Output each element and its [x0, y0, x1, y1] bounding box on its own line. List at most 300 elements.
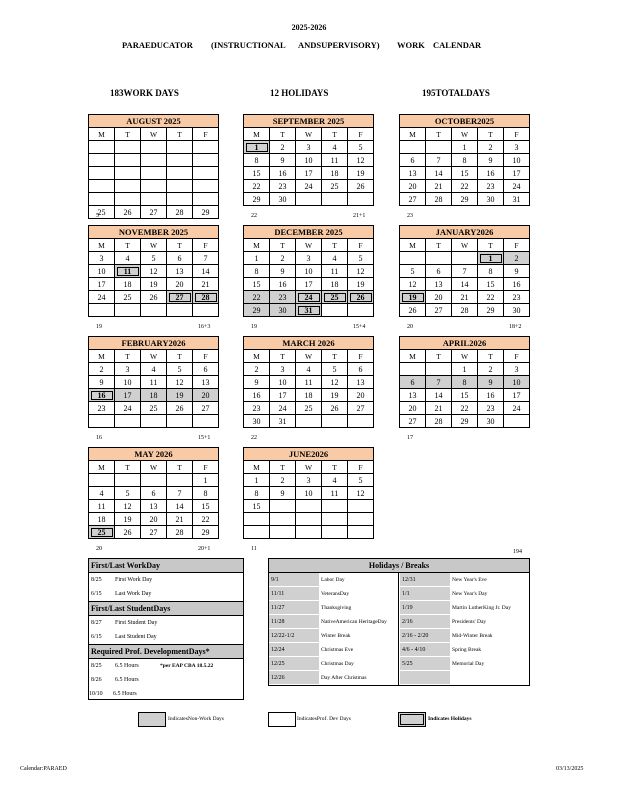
holiday-date: 1/19	[400, 601, 450, 615]
day-cell: 22	[244, 180, 270, 193]
month-title: MAY 2026	[89, 448, 219, 461]
month-calendar	[243, 336, 374, 428]
day-cell: 13	[141, 500, 167, 513]
day-cell: 18	[89, 513, 115, 526]
day-cell	[296, 526, 322, 539]
day-cell: 8	[193, 487, 219, 500]
grand-total: 194	[513, 549, 522, 555]
day-cell: 21	[452, 291, 478, 304]
day-cell	[270, 513, 296, 526]
day-cell: 11	[322, 265, 348, 278]
holiday-date: 12/26	[269, 671, 319, 685]
day-cell: 6	[193, 363, 219, 376]
weekday-header: M	[89, 461, 115, 474]
day-cell	[141, 415, 167, 428]
day-cell: 24	[504, 402, 530, 415]
footer-date: 03/13/2025	[556, 766, 584, 772]
day-cell: 30	[478, 415, 504, 428]
day-cell	[115, 474, 141, 487]
day-cell	[115, 141, 141, 154]
holiday-name: Day After Christmas	[321, 675, 367, 681]
day-cell	[348, 500, 374, 513]
weekday-header: T	[167, 350, 193, 363]
day-cell	[322, 415, 348, 428]
day-cell: 7	[193, 252, 219, 265]
day-cell: 2	[270, 474, 296, 487]
month-calendar	[243, 114, 374, 206]
day-cell: 23	[270, 291, 296, 304]
month-title: NOVEMBER 2025	[89, 226, 219, 239]
day-cell: 4	[141, 363, 167, 376]
day-cell	[193, 415, 219, 428]
list-item: 8/26 6.5 Hours	[91, 677, 139, 683]
day-cell	[244, 526, 270, 539]
day-cell: 12	[348, 154, 374, 167]
day-cell: 11	[296, 376, 322, 389]
month-title: DECEMBER 2025	[244, 226, 374, 239]
weekday-header: M	[244, 239, 270, 252]
profdev-swatch	[268, 712, 296, 727]
day-cell: 3	[296, 141, 322, 154]
day-cell: 28	[426, 193, 452, 206]
column-divider	[398, 573, 399, 685]
holiday-name	[452, 671, 530, 685]
holiday-date: 1/1	[400, 587, 450, 601]
day-cell	[167, 193, 193, 206]
weekday-header: M	[244, 128, 270, 141]
prof-dev-title: Required Prof. DevelopmentDays*	[89, 645, 243, 659]
weekday-header: F	[504, 239, 530, 252]
day-cell: 3	[89, 252, 115, 265]
day-cell: 19	[400, 291, 426, 304]
day-cell: 16	[504, 278, 530, 291]
day-cell: 3	[296, 252, 322, 265]
workday-count: 16	[96, 435, 102, 441]
weekday-header: T	[426, 239, 452, 252]
holiday-name: Memorial Day	[452, 661, 485, 667]
day-cell: 1	[244, 474, 270, 487]
day-cell	[452, 252, 478, 265]
day-cell: 16	[89, 389, 115, 402]
title-work: WORK	[397, 40, 425, 50]
day-cell: 20	[193, 389, 219, 402]
day-cell: 26	[167, 402, 193, 415]
day-cell	[167, 415, 193, 428]
workday-count: 22	[251, 213, 257, 219]
day-cell: 29	[244, 193, 270, 206]
day-cell	[193, 154, 219, 167]
day-cell: 11	[89, 500, 115, 513]
weekday-header: T	[478, 239, 504, 252]
day-cell	[322, 193, 348, 206]
day-cell	[89, 415, 115, 428]
workday-breakdown: 18+2	[509, 324, 522, 330]
weekday-header: M	[89, 128, 115, 141]
day-cell: 13	[400, 389, 426, 402]
day-cell: 8	[452, 154, 478, 167]
day-cell: 17	[270, 389, 296, 402]
day-cell: 9	[89, 376, 115, 389]
holidays-breaks-panel	[268, 558, 530, 686]
weekday-header: T	[426, 350, 452, 363]
month-title: APRIL2026	[400, 337, 530, 350]
day-cell: 30	[270, 193, 296, 206]
day-cell	[270, 526, 296, 539]
day-cell: 2	[504, 252, 530, 265]
day-cell: 1	[244, 141, 270, 154]
weekday-header: M	[400, 239, 426, 252]
weekday-header: T	[167, 239, 193, 252]
month-title: AUGUST 2025	[89, 115, 219, 128]
day-cell: 5	[348, 252, 374, 265]
workday-breakdown: 16+3	[198, 324, 211, 330]
day-cell: 12	[322, 376, 348, 389]
holiday-name: New Year's Eve	[452, 577, 487, 583]
title-instructional: (INSTRUCTIONAL	[211, 40, 286, 50]
total-days-summary: 195TOTALDAYS	[422, 88, 490, 98]
list-item: 10/10 6.5 Hours	[89, 691, 137, 697]
day-cell: 5	[115, 487, 141, 500]
day-cell: 7	[426, 376, 452, 389]
month-title: JANUARY2026	[400, 226, 530, 239]
day-cell	[89, 474, 115, 487]
day-cell: 25	[115, 291, 141, 304]
weekday-header: F	[193, 350, 219, 363]
day-cell	[348, 304, 374, 317]
day-cell: 24	[296, 180, 322, 193]
weekday-header: T	[322, 239, 348, 252]
weekday-header: W	[452, 239, 478, 252]
legend-holidays: Indicates Holidays	[428, 716, 472, 722]
holidays-summary: 12 HOLIDAYS	[270, 88, 329, 98]
day-cell: 13	[348, 376, 374, 389]
day-cell: 22	[244, 291, 270, 304]
holiday-name: Christmas Eve	[321, 647, 354, 653]
day-cell: 24	[115, 402, 141, 415]
day-cell: 13	[426, 278, 452, 291]
weekday-header: T	[270, 239, 296, 252]
workday-count: 11	[251, 546, 257, 552]
day-cell: 10	[504, 376, 530, 389]
day-cell: 11	[115, 265, 141, 278]
day-cell: 4	[89, 487, 115, 500]
day-cell: 18	[322, 167, 348, 180]
workday-breakdown: 20+1	[198, 546, 211, 552]
month-calendar	[88, 447, 219, 539]
weekday-header: F	[348, 350, 374, 363]
day-cell: 17	[296, 167, 322, 180]
day-cell: 27	[400, 415, 426, 428]
day-cell: 30	[478, 193, 504, 206]
day-cell: 30	[504, 304, 530, 317]
weekday-header: T	[270, 350, 296, 363]
holiday-date: 12/24	[269, 643, 319, 657]
weekday-header: W	[296, 461, 322, 474]
day-cell	[167, 154, 193, 167]
day-cell: 22	[193, 513, 219, 526]
day-cell: 31	[504, 193, 530, 206]
day-cell: 15	[244, 278, 270, 291]
day-cell: 17	[296, 278, 322, 291]
weekday-header: W	[141, 461, 167, 474]
day-cell: 10	[504, 154, 530, 167]
weekday-header: W	[296, 128, 322, 141]
day-cell: 20	[400, 402, 426, 415]
day-cell: 23	[244, 402, 270, 415]
day-cell: 14	[426, 389, 452, 402]
day-cell: 14	[426, 167, 452, 180]
day-cell: 13	[167, 265, 193, 278]
month-calendar	[243, 225, 374, 317]
day-cell: 28	[167, 206, 193, 219]
month-calendar	[399, 225, 530, 317]
weekday-header: F	[348, 239, 374, 252]
holiday-date: 2/16 - 2/20	[400, 629, 450, 643]
holiday-name: Mid-Winter Break	[452, 633, 493, 639]
day-cell	[115, 193, 141, 206]
first-last-work-title: First/Last WorkDay	[89, 559, 243, 573]
day-cell: 10	[296, 487, 322, 500]
day-cell: 18	[322, 278, 348, 291]
day-cell: 15	[478, 278, 504, 291]
day-cell: 3	[115, 363, 141, 376]
day-cell: 19	[322, 389, 348, 402]
holiday-date: 2/16	[400, 615, 450, 629]
holiday-name: Spring Break	[452, 647, 482, 653]
day-cell	[296, 193, 322, 206]
weekday-header: W	[141, 128, 167, 141]
month-calendar	[399, 336, 530, 428]
day-cell: 10	[89, 265, 115, 278]
day-cell: 4	[322, 474, 348, 487]
day-cell: 10	[296, 154, 322, 167]
day-cell: 23	[89, 402, 115, 415]
calendar-year: 2025-2026	[291, 23, 327, 32]
day-cell	[167, 167, 193, 180]
day-cell: 21	[167, 513, 193, 526]
holiday-name: Labor Day	[321, 577, 345, 583]
day-cell	[348, 193, 374, 206]
day-cell: 9	[270, 487, 296, 500]
day-cell	[296, 513, 322, 526]
day-cell: 26	[115, 526, 141, 539]
weekday-header: W	[452, 350, 478, 363]
workday-count: 23	[407, 213, 413, 219]
day-cell: 10	[115, 376, 141, 389]
day-cell: 3	[504, 141, 530, 154]
day-cell: 25	[89, 206, 115, 219]
day-cell: 29	[452, 415, 478, 428]
weekday-header: T	[167, 461, 193, 474]
day-cell: 8	[452, 376, 478, 389]
holiday-name: Martin LutherKing Jr. Day	[452, 605, 511, 611]
weekday-header: M	[244, 461, 270, 474]
list-item: 8/27 First Student Day	[91, 620, 158, 626]
day-cell: 19	[167, 389, 193, 402]
title-paraeducator: PARAEDUCATOR	[122, 40, 193, 50]
legend-profdev: IndicatesProf. Dev Days	[297, 716, 351, 722]
day-cell: 11	[322, 487, 348, 500]
day-cell	[167, 180, 193, 193]
day-cell: 5	[400, 265, 426, 278]
day-cell: 19	[348, 278, 374, 291]
workday-count: 20	[96, 546, 102, 552]
day-cell: 12	[400, 278, 426, 291]
day-cell	[167, 474, 193, 487]
day-cell: 24	[270, 402, 296, 415]
day-cell: 5	[322, 363, 348, 376]
holidays-breaks-title: Holidays / Breaks	[269, 559, 529, 573]
workday-breakdown: 15+4	[353, 324, 366, 330]
legend-nonwork: IndicatesNon-Work Days	[168, 716, 224, 722]
day-cell: 12	[115, 500, 141, 513]
day-cell: 31	[296, 304, 322, 317]
day-cell	[322, 526, 348, 539]
day-cell: 2	[270, 141, 296, 154]
day-cell: 22	[478, 291, 504, 304]
month-calendar	[399, 114, 530, 206]
day-cell: 26	[400, 304, 426, 317]
day-cell: 27	[193, 402, 219, 415]
day-cell: 17	[504, 389, 530, 402]
day-cell	[348, 526, 374, 539]
month-calendar	[243, 447, 374, 539]
day-cell: 10	[296, 265, 322, 278]
day-cell: 1	[452, 363, 478, 376]
day-cell: 15	[244, 167, 270, 180]
day-cell: 15	[193, 500, 219, 513]
day-cell	[270, 500, 296, 513]
day-cell: 8	[478, 265, 504, 278]
day-cell: 20	[141, 513, 167, 526]
day-cell	[296, 500, 322, 513]
weekday-header: T	[426, 128, 452, 141]
day-cell: 29	[193, 206, 219, 219]
day-cell: 29	[478, 304, 504, 317]
weekday-header: F	[348, 128, 374, 141]
day-cell	[400, 252, 426, 265]
day-cell	[426, 252, 452, 265]
day-cell	[426, 141, 452, 154]
holiday-date: 9/1	[269, 573, 319, 587]
day-cell: 2	[89, 363, 115, 376]
day-cell: 2	[270, 252, 296, 265]
holiday-date	[400, 671, 450, 685]
day-cell: 5	[141, 252, 167, 265]
holiday-swatch	[398, 712, 426, 727]
weekday-header: W	[141, 239, 167, 252]
day-cell	[193, 167, 219, 180]
weekday-header: M	[244, 350, 270, 363]
day-cell: 8	[244, 265, 270, 278]
day-cell: 11	[141, 376, 167, 389]
day-cell: 22	[452, 402, 478, 415]
day-cell: 7	[452, 265, 478, 278]
weekday-header: W	[141, 350, 167, 363]
day-cell: 23	[478, 180, 504, 193]
day-cell: 2	[244, 363, 270, 376]
day-cell: 25	[322, 291, 348, 304]
day-cell: 17	[504, 167, 530, 180]
day-cell: 31	[270, 415, 296, 428]
holiday-date: 11/27	[269, 601, 319, 615]
day-cell	[141, 154, 167, 167]
day-cell: 9	[478, 376, 504, 389]
day-cell	[89, 167, 115, 180]
holiday-name: Thanksgiving	[321, 605, 352, 611]
day-cell	[89, 141, 115, 154]
day-cell: 29	[244, 304, 270, 317]
day-cell: 26	[322, 402, 348, 415]
day-cell	[193, 180, 219, 193]
day-cell: 16	[478, 167, 504, 180]
month-calendar	[88, 225, 219, 317]
day-cell: 28	[452, 304, 478, 317]
day-cell	[89, 193, 115, 206]
day-cell	[141, 141, 167, 154]
day-cell	[193, 304, 219, 317]
day-cell: 12	[348, 265, 374, 278]
day-cell: 3	[504, 363, 530, 376]
day-cell: 4	[296, 363, 322, 376]
day-cell: 4	[322, 141, 348, 154]
day-cell: 25	[141, 402, 167, 415]
day-cell: 26	[115, 206, 141, 219]
weekday-header: T	[322, 350, 348, 363]
weekday-header: T	[115, 350, 141, 363]
day-cell: 1	[452, 141, 478, 154]
day-cell: 5	[167, 363, 193, 376]
day-cell: 27	[141, 526, 167, 539]
day-cell: 22	[452, 180, 478, 193]
weekday-header: M	[89, 350, 115, 363]
holiday-date: 12/25	[269, 657, 319, 671]
weekday-header: T	[167, 128, 193, 141]
day-cell: 17	[89, 278, 115, 291]
day-cell: 25	[322, 180, 348, 193]
day-cell: 9	[504, 265, 530, 278]
holiday-date: 12/22-1/2	[269, 629, 319, 643]
workday-count: 20	[407, 324, 413, 330]
day-cell: 18	[115, 278, 141, 291]
day-cell: 5	[348, 474, 374, 487]
day-cell: 16	[270, 278, 296, 291]
day-cell: 14	[193, 265, 219, 278]
day-cell: 24	[504, 180, 530, 193]
day-cell: 9	[270, 265, 296, 278]
list-item: 6/15 Last Work Day	[89, 587, 243, 602]
day-cell: 16	[270, 167, 296, 180]
day-cell: 27	[167, 291, 193, 304]
day-cell: 21	[193, 278, 219, 291]
holiday-date: 4/6 - 4/10	[400, 643, 450, 657]
day-cell	[89, 154, 115, 167]
month-calendar	[88, 114, 219, 219]
weekday-header: F	[193, 128, 219, 141]
day-cell	[115, 180, 141, 193]
holiday-name: Winter Break	[321, 633, 351, 639]
day-cell: 6	[400, 376, 426, 389]
workday-count: 19	[251, 324, 257, 330]
day-cell: 25	[89, 526, 115, 539]
day-cell	[400, 363, 426, 376]
weekday-header: T	[270, 461, 296, 474]
day-cell: 15	[244, 500, 270, 513]
day-cell	[244, 513, 270, 526]
day-cell: 28	[193, 291, 219, 304]
day-cell: 8	[244, 487, 270, 500]
day-cell: 3	[296, 474, 322, 487]
